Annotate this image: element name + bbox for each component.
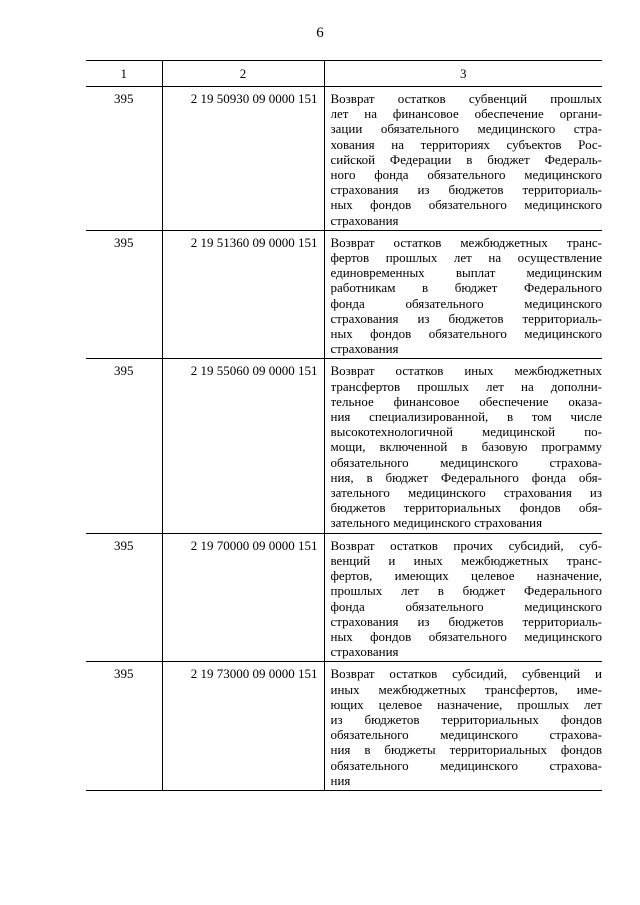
description-line: ного фонда обязательного медицинского <box>330 167 602 183</box>
description-line: страхования из бюджетов территориаль- <box>330 613 602 629</box>
description-line: венций и иных межбюджетных транс- <box>330 552 602 568</box>
table-row <box>86 87 602 231</box>
description-line: Возврат остатков межбюджетных транс- <box>330 234 602 250</box>
description-line: обязательного медицинского страхова- <box>330 727 602 743</box>
description-line: фертов прошлых лет на осуществление <box>330 250 602 266</box>
description-line: ющих целевое назначение, прошлых лет <box>330 696 602 712</box>
description-line: фертов, имеющих целевое назначение, <box>330 568 602 584</box>
page-number: 6 <box>316 25 324 41</box>
income-description-cell <box>324 662 602 791</box>
budget-classification-code-cell: 2 19 50930 09 0000 151 <box>162 87 324 231</box>
table-row <box>86 230 602 359</box>
admin-code-cell: 395 <box>86 230 162 359</box>
table-row <box>86 662 602 791</box>
budget-classification-code-cell: 2 19 70000 09 0000 151 <box>162 533 324 662</box>
budget-codes-table <box>86 60 602 791</box>
table-header <box>86 61 602 87</box>
description-line: зации обязательного медицинского стра- <box>330 121 602 137</box>
description-line: обязательного медицинского страхова- <box>330 757 602 773</box>
description-line: прошлых лет в бюджет Федерального <box>330 583 602 599</box>
description-line: ния в бюджеты территориальных фондов <box>330 742 602 758</box>
description-line: лет на финансовое обеспечение органи- <box>330 106 602 122</box>
header-col-2: 2 <box>162 61 324 87</box>
description-line: ния специализированной, в том числе <box>330 409 602 425</box>
description-line: Возврат остатков прочих субсидий, суб- <box>330 537 602 553</box>
description-line: страхования <box>330 644 399 660</box>
admin-code-cell: 395 <box>86 533 162 662</box>
income-description-cell <box>324 359 602 533</box>
description-line: хования на территориях субъектов Рос- <box>330 136 602 152</box>
description-line: зательного медицинского страхования из <box>330 485 602 501</box>
header-col-1: 1 <box>86 61 162 87</box>
description-line: зательного медицинского страхования <box>330 515 543 531</box>
description-line: фонда обязательного медицинского <box>330 598 602 614</box>
table-header-row <box>86 61 602 87</box>
budget-classification-code-cell: 2 19 73000 09 0000 151 <box>162 662 324 791</box>
admin-code-cell: 395 <box>86 359 162 533</box>
description-line: ных фондов обязательного медицинского <box>330 197 602 213</box>
description-line: ных фондов обязательного медицинского <box>330 326 602 342</box>
description-line: сийской Федерации в бюджет Федераль- <box>330 151 602 167</box>
table-row <box>86 359 602 533</box>
description-line: единовременных выплат медицинским <box>330 265 602 281</box>
description-line: ных фондов обязательного медицинского <box>330 628 602 644</box>
header-col-3: 3 <box>324 61 602 87</box>
description-line: из бюджетов территориальных фондов <box>330 711 602 727</box>
income-description-cell <box>324 87 602 231</box>
admin-code-cell: 395 <box>86 87 162 231</box>
table-body <box>86 87 602 791</box>
description-line: обязательного медицинского страхова- <box>330 454 602 470</box>
description-line: иных межбюджетных трансфертов, име- <box>330 681 602 697</box>
description-line: Возврат остатков субвенций прошлых <box>330 91 602 106</box>
description-line: страхования <box>330 212 399 228</box>
admin-code-cell: 395 <box>86 662 162 791</box>
description-line: Возврат остатков иных межбюджетных <box>330 363 602 379</box>
description-line: страхования из бюджетов территориаль- <box>330 182 602 198</box>
table-row <box>86 533 602 662</box>
income-description-cell <box>324 230 602 359</box>
description-line: страхования <box>330 341 399 357</box>
description-line: ния, в бюджет Федерального фонда обя- <box>330 469 602 485</box>
budget-classification-code-cell: 2 19 55060 09 0000 151 <box>162 359 324 533</box>
description-line: бюджетов территориальных фондов обя- <box>330 500 602 516</box>
income-description-cell <box>324 533 602 662</box>
description-line: мощи, включенной в базовую программу <box>330 439 602 455</box>
description-line: работникам в бюджет Федерального <box>330 280 602 296</box>
description-line: Возврат остатков субсидий, субвенций и <box>330 666 602 682</box>
description-line: ния <box>330 772 351 788</box>
description-line: высокотехнологичной медицинской по- <box>330 424 602 440</box>
description-line: трансфертов прошлых лет на дополни- <box>330 378 602 394</box>
description-line: фонда обязательного медицинского <box>330 295 602 311</box>
description-line: страхования из бюджетов территориаль- <box>330 310 602 326</box>
budget-classification-code-cell: 2 19 51360 09 0000 151 <box>162 230 324 359</box>
description-line: тельное финансовое обеспечение оказа- <box>330 393 602 409</box>
